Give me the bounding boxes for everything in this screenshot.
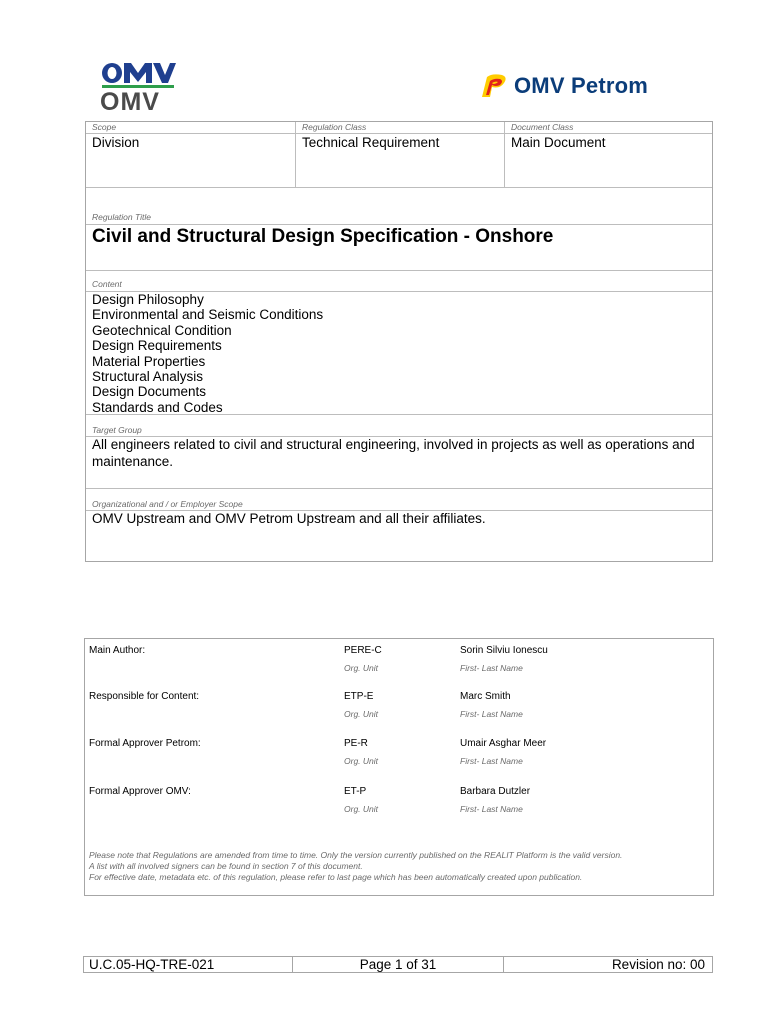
omv-logo: [100, 60, 176, 116]
scope-caption: Scope: [92, 122, 117, 132]
content-list: [86, 292, 323, 415]
signer-name: Marc Smith: [460, 691, 511, 702]
signer-name: Umair Asghar Meer: [460, 738, 547, 749]
signer-org-unit: ETP-E: [344, 691, 374, 702]
content-item: Standards and Codes: [92, 399, 223, 415]
signer-org-unit: PERE-C: [344, 645, 382, 656]
regulation-class-caption: Regulation Class: [302, 122, 367, 132]
signer-role: Responsible for Content:: [89, 691, 200, 702]
org-scope-caption: Organizational and / or Employer Scope: [92, 499, 243, 509]
org-unit-caption: Org. Unit: [344, 756, 379, 766]
signer-org-unit: ET-P: [344, 786, 367, 797]
content-item: Material Properties: [92, 353, 206, 369]
signer-role: Main Author:: [89, 645, 146, 656]
target-group-row: [86, 414, 712, 488]
content-item: Design Requirements: [92, 338, 222, 354]
regulation-class-cell: [295, 122, 504, 187]
target-group-caption: Target Group: [92, 425, 142, 435]
signer-name: Barbara Dutzler: [460, 786, 531, 797]
note-line: A list with all involved signers can be found in section 7 of this document.: [89, 861, 363, 871]
content-item: Design Philosophy: [92, 292, 204, 307]
document-class-cell: [504, 122, 712, 187]
page-footer: [83, 956, 713, 973]
content-row: [86, 270, 712, 414]
name-caption: First- Last Name: [460, 804, 523, 814]
name-caption: First- Last Name: [460, 709, 523, 719]
petrom-logo-text: OMV Petrom: [514, 73, 649, 98]
org-scope-row: [86, 488, 712, 561]
name-caption: First- Last Name: [460, 756, 523, 766]
note-line: For effective date, metadata etc. of this regulation, please refer to last page which has been automatically created upon publication.: [89, 872, 583, 882]
name-caption: First- Last Name: [460, 663, 523, 673]
document-class-value: Main Document: [511, 135, 606, 150]
org-unit-caption: Org. Unit: [344, 709, 379, 719]
signers-notes: [89, 850, 709, 883]
omv-logo-text: OMV: [100, 88, 160, 116]
scope-cell: [86, 122, 295, 187]
target-group-value: All engineers related to civil and structural engineering, involved in projects as well as operations and maintenance.: [92, 437, 695, 469]
signer-org-unit: PE-R: [344, 738, 368, 749]
petrom-flame-icon: [478, 73, 508, 99]
regulation-title: Civil and Structural Design Specification - Onshore: [92, 226, 554, 247]
regulation-title-caption: Regulation Title: [92, 212, 151, 222]
content-item: Environmental and Seismic Conditions: [92, 307, 324, 323]
document-id: U.C.05-HQ-TRE-021: [84, 957, 293, 972]
signer-role: Formal Approver Petrom:: [89, 738, 201, 749]
page-number: Page 1 of 31: [293, 957, 504, 972]
regulation-class-value: Technical Requirement: [302, 135, 440, 150]
content-item: Structural Analysis: [92, 369, 204, 385]
org-scope-value: OMV Upstream and OMV Petrom Upstream and all their affiliates.: [92, 511, 486, 526]
regulation-spec-table: [85, 121, 713, 562]
org-unit-caption: Org. Unit: [344, 663, 379, 673]
content-item: Geotechnical Condition: [92, 322, 232, 338]
classification-row: [86, 122, 712, 187]
content-item: Design Documents: [92, 384, 207, 400]
content-caption: Content: [92, 279, 122, 289]
revision-number: Revision no: 00: [611, 957, 705, 972]
org-unit-caption: Org. Unit: [344, 804, 379, 814]
signers-table: [84, 638, 714, 896]
signer-role: Formal Approver OMV:: [89, 786, 191, 797]
scope-value: Division: [92, 135, 140, 150]
regulation-title-row: [86, 187, 712, 270]
signer-name: Sorin Silviu Ionescu: [460, 645, 548, 656]
omv-petrom-logo: [478, 70, 678, 102]
document-class-caption: Document Class: [511, 122, 574, 132]
note-line: Please note that Regulations are amended from time to time. Only the version currently published on the REALIT Platform is the valid version.: [89, 850, 623, 860]
